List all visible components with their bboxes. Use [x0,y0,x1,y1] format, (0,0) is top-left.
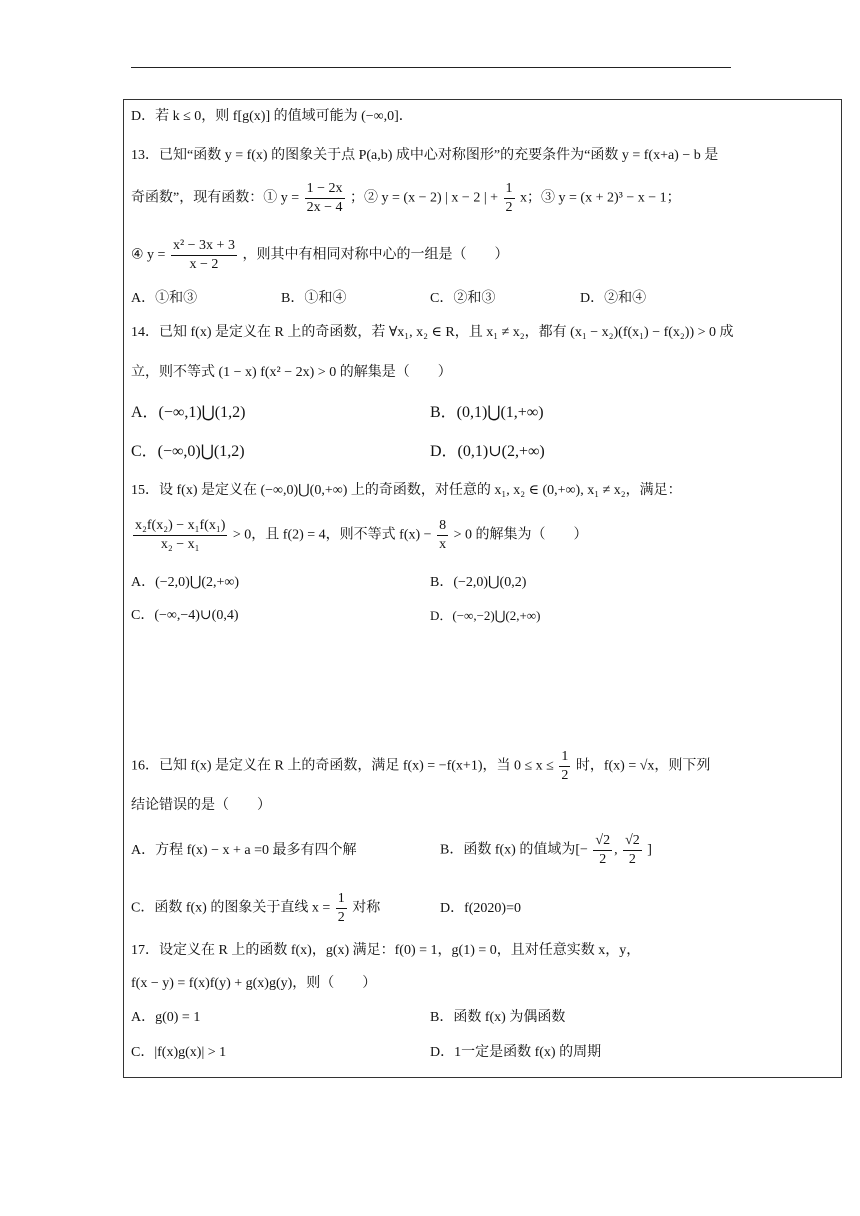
q13-line3: ④ y = $\frac{\text{x² − 3x + 3}}{x - 2}$ ，则其中有相同对称中心的一组是（ ） [131,238,509,272]
q16-option-a[interactable]: A．方程 f(x) − x + a =0 最多有四个解 [131,843,357,858]
q15-option-a[interactable]: A．(−2,0)⋃(2,+∞) [131,575,240,590]
q14-option-d[interactable]: D．(0,1)∪(2,+∞) [430,443,545,460]
q16-option-c[interactable]: C．函数 f(x) 的图象关于直线 x = $\frac{1}{2}$ 对称 [131,891,381,925]
q13-option-a[interactable]: A．①和③ [131,291,198,306]
q16-fraction-b2: $\frac{√2}{2}$ [625,833,640,867]
q15-line2: $\frac{\text{x₂f(x₂) − x₁f(x₁)}}{\text{x₂ − x₁}}$ > 0，且 f(2) = 4，则不等式 f(x) − $\frac{8}{x}$ > 0 的解集为（ ） [135,518,588,552]
q14-line2: 立，则不等式 (1 − x) f(x² − 2x) > 0 的解集是（ ） [131,365,452,380]
q13-line2: 奇函数”，现有函数：① y = $\frac{1 - 2x}{2x - 4}$ ；② y = (x − 2) | x − 2 | + $\frac{1}{2}$ x；③ y = (x + 2)³ − x − 1； [131,181,681,215]
q15-option-b[interactable]: B．(−2,0)⋃(0,2) [430,575,527,590]
q13-fraction-2: $\frac{1}{2}$ [505,181,513,215]
q16-line2: 结论错误的是（ ） [131,798,271,813]
q13-option-b[interactable]: B．①和④ [281,291,347,306]
q15-fraction-8x: $\frac{8}{x}$ [439,518,447,552]
q14-line1: 14．已知 f(x) 是定义在 R 上的奇函数，若 ∀x₁, x₂ ∈ R，且 x₁ ≠ x₂，都有 (x₁ − x₂)(f(x₁) − f(x₂)) > 0 成 [131,325,734,340]
q16-fraction-c: $\frac{1}{2}$ [337,891,345,925]
q16-line1: 16．已知 f(x) 是定义在 R 上的奇函数，满足 f(x) = −f(x+1)，当 0 ≤ x ≤ $\frac{1}{2}$ 时，f(x) = √x，则下列 [131,749,711,783]
q16-option-b[interactable]: B．函数 f(x) 的值域为[− $\frac{√2}{2}$ , $\frac{√2}{2}$ ] [440,833,652,867]
q14-option-b[interactable]: B．(0,1)⋃(1,+∞) [430,404,544,421]
q17-line1: 17．设定义在 R 上的函数 f(x)，g(x) 满足：f(0) = 1，g(1) = 0，且对任意实数 x，y， [131,943,641,958]
q15-option-d[interactable]: D．(−∞,−2)⋃(2,+∞) [430,608,541,623]
q16-option-d[interactable]: D．f(2020)=0 [440,901,521,916]
q13-option-c[interactable]: C．②和③ [430,291,496,306]
q14-option-a[interactable]: A．(−∞,1)⋃(1,2) [131,404,246,421]
header-rule [131,67,731,68]
q13-fraction-1: $\frac{1 - 2x}{2x - 4}$ [306,181,343,215]
q15-line1: 15．设 f(x) 是定义在 (−∞,0)⋃(0,+∞) 上的奇函数，对任意的 x₁, x₂ ∈ (0,+∞), x₁ ≠ x₂，满足： [131,483,682,498]
q14-option-c[interactable]: C．(−∞,0)⋃(1,2) [131,443,245,460]
q17-option-c[interactable]: C．|f(x)g(x)| > 1 [131,1045,227,1060]
q13-option-d[interactable]: D．②和④ [580,291,647,306]
q17-line2: f(x − y) = f(x)f(y) + g(x)g(y)，则（ ） [131,976,377,991]
q13-fraction-4: $\frac{\text{x² − 3x + 3}}{x - 2}$ [172,238,235,272]
q17-option-b[interactable]: B．函数 f(x) 为偶函数 [430,1010,566,1025]
q13-line1: 13．已知“函数 y = f(x) 的图象关于点 P(a,b) 成中心对称图形”的充要条件为“函数 y = f(x+a) − b 是 [131,148,719,163]
q15-option-c[interactable]: C．(−∞,−4)∪(0,4) [131,608,239,623]
q17-option-a[interactable]: A．g(0) = 1 [131,1010,201,1025]
q17-option-d[interactable]: D．1一定是函数 f(x) 的周期 [430,1045,602,1060]
q16-fraction-half: $\frac{1}{2}$ [561,749,569,783]
q12-option-d: D．若 k ≤ 0，则 f[g(x)] 的值域可能为 (−∞,0]． [131,109,413,124]
q16-fraction-b1: $\frac{√2}{2}$ [595,833,611,867]
q15-fraction-main: $\frac{\text{x₂f(x₂) − x₁f(x₁)}}{\text{x₂ − x₁}}$ [135,518,226,552]
